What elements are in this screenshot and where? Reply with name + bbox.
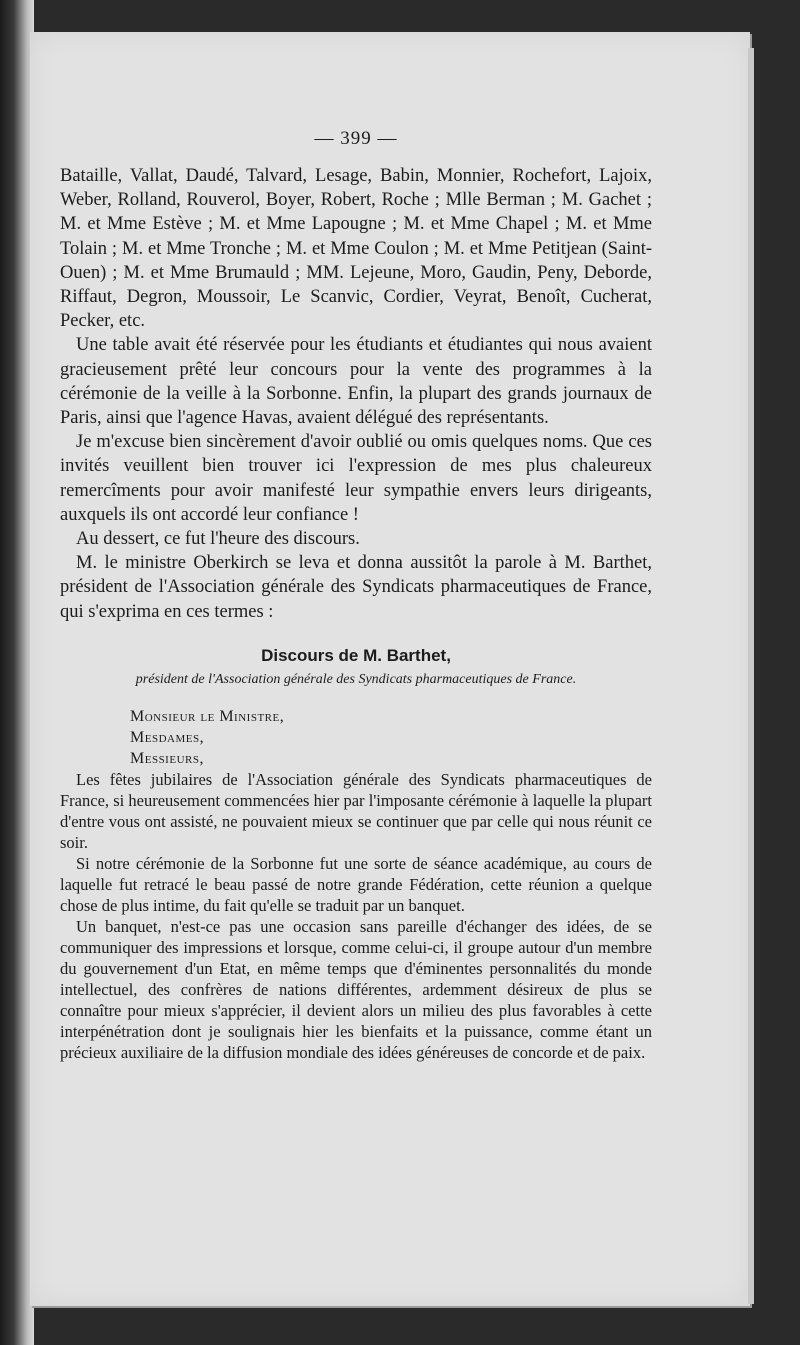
- speech-paragraph: Un banquet, n'est-ce pas une occasion sans pareille d'échanger des idées, de se communiquer des impressions et lorsque, comme celui-ci, il groupe autour d'un membre du gouvernement d'un Etat, en même temps que d'éminentes personnalités du monde intellectuel, des confrères de nations différentes, ardemment désireux de plus se connaître pour mieux s'apprécier, il devient alors un milieu des plus favorables à cette interpénétration dont je soulignais hier les bienfaits et la puissance, comme étant un précieux auxiliaire de la diffusion mondiale des idées généreuses de concorde et de paix.: [60, 916, 652, 1062]
- paragraph-guest-list: Bataille, Vallat, Daudé, Talvard, Lesage, Babin, Monnier, Rochefort, Lajoix, Weber, Rolland, Rouverol, Boyer, Robert, Roche ; Mlle Berman ; M. Gachet ; M. et Mme Estève ; M. et Mme Lapougne ; M. et Mme Chapel ; M. et Mme Tolain ; M. et Mme Tronche ; M. et Mme Coulon ; M. et Mme Petitjean (Saint-Ouen) ; M. et Mme Brumauld ; MM. Lejeune, Moro, Gaudin, Peny, Deborde, Riffaut, Degron, Moussoir, Le Scanvic, Cordier, Veyrat, Benoît, Cucherat, Pecker, etc.: [60, 166, 652, 332]
- scan-left-binding: [0, 0, 34, 1345]
- page-edge: [748, 48, 754, 1304]
- speech-paragraph: Les fêtes jubilaires de l'Association générale des Syndicats pharmaceutiques de France, si heureusement commencées hier par l'imposante cérémonie à laquelle la plupart d'entre vous ont assisté, ne pouvaient mieux se continuer que par celle qui nous réunit ce soir.: [60, 769, 652, 852]
- paragraph-apology: Je m'excuse bien sincèrement d'avoir oublié ou omis quelques noms. Que ces invités veuillent bien trouver ici l'expression de mes plus chaleureux remercîments pour avoir manifesté leur sympathie envers leurs dirigeants, auxquels ils ont accordé leur confiance !: [60, 432, 652, 525]
- speech-paragraph: Si notre cérémonie de la Sorbonne fut une sorte de séance académique, au cours de laquelle fut retracé le beau passé de notre grande Fédération, cette réunion a quelque chose de plus intime, du fait qu'elle se traduit par un banquet.: [60, 853, 652, 915]
- paragraph-students-table: Une table avait été réservée pour les étudiants et étudiantes qui nous avaient gracieusement prêté leur concours pour la vente des programmes à la cérémonie de la veille à la Sorbonne. Enfin, la plupart des grands journaux de Paris, ainsi que l'agence Havas, avaient délégué des représentants.: [60, 335, 652, 429]
- address-line: Monsieur le Ministre,: [130, 707, 285, 725]
- speech-subtitle: président de l'Association générale des Syndicats pharmaceutiques de France.: [135, 671, 577, 687]
- page-number: — 399 —: [314, 128, 398, 149]
- paragraph-dessert: Au dessert, ce fut l'heure des discours.: [76, 529, 360, 550]
- page-content: [60, 128, 652, 1063]
- address-line: Messieurs,: [130, 749, 204, 767]
- paragraph-minister: M. le ministre Oberkirch se leva et donna aussitôt la parole à M. Barthet, président de l'Association générale des Syndicats pharmaceutiques de France, qui s'exprima en ces termes :: [60, 553, 652, 622]
- address-line: Mesdames,: [130, 728, 205, 746]
- speech-title: Discours de M. Barthet,: [261, 645, 451, 665]
